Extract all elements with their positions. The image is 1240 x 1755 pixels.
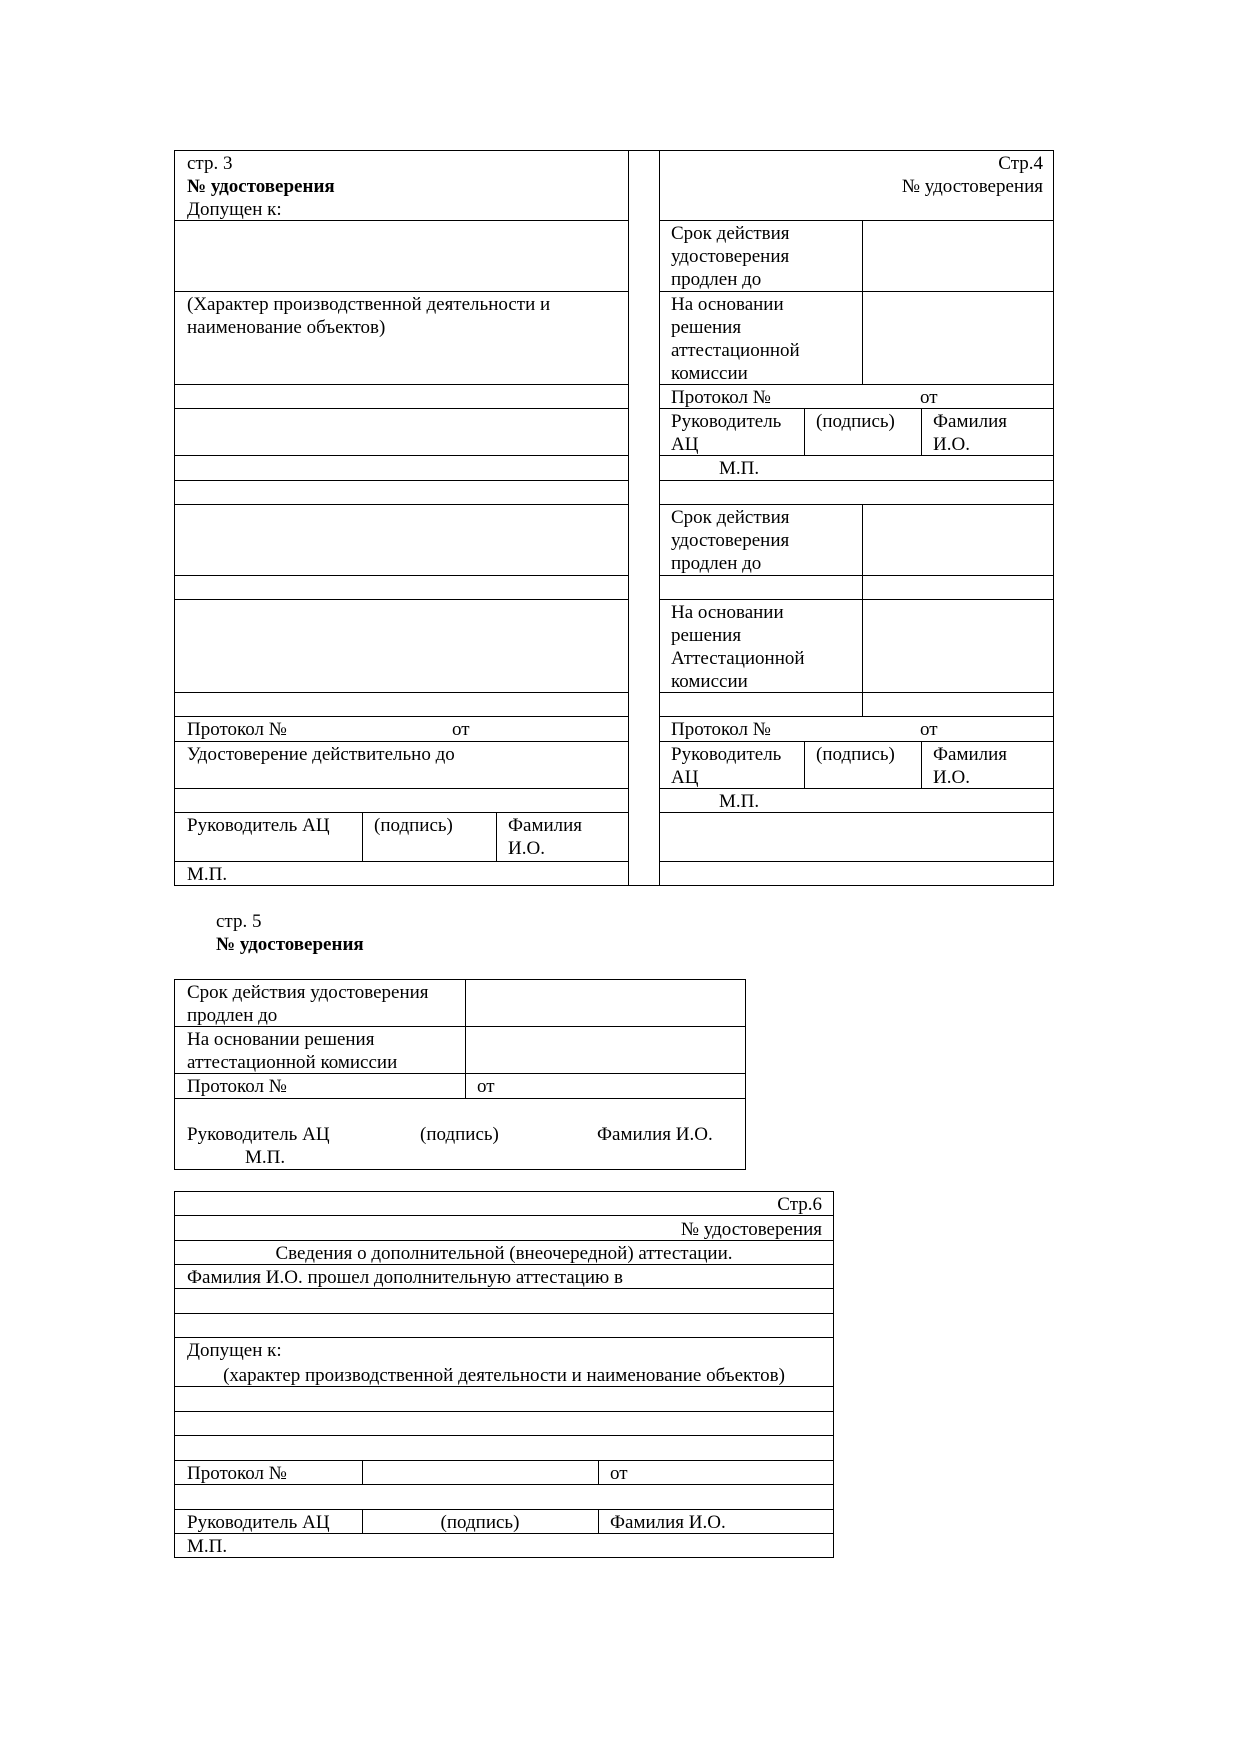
page3-page-number: стр. 3 — [187, 153, 233, 174]
page6-head-label: Руководитель АЦ — [187, 1512, 330, 1533]
page6-protocol-from-label: от — [610, 1463, 628, 1484]
page3-admitted-label: Допущен к: — [187, 199, 282, 220]
page3-head-label: Руководитель АЦ — [187, 815, 330, 836]
page5-signature-label: (подпись) — [420, 1124, 499, 1145]
page4-head-label-line1: Руководитель — [671, 411, 782, 432]
page5-head-label: Руководитель АЦ — [187, 1124, 330, 1145]
page6-name-label: Фамилия И.О. — [610, 1512, 726, 1533]
page4-surname-label: Фамилия — [933, 411, 1008, 432]
page4-protocol-from-label: от — [920, 387, 938, 408]
page6-signature-label: (подпись) — [440, 1512, 520, 1533]
page4-initials-label: И.О. — [933, 434, 970, 455]
page4-extension-label-line2: удостоверения — [671, 246, 790, 267]
page6-protocol-label: Протокол № — [187, 1463, 287, 1484]
page6-cert-number-label: № удостоверения — [680, 1219, 822, 1240]
page4-initials2-label: И.О. — [933, 767, 970, 788]
page6-additional-attestation-title: Сведения о дополнительной (внеочередной) аттестации. — [275, 1243, 733, 1264]
page5-extension-label-line2: продлен до — [187, 1005, 278, 1026]
page3-activity-label: (Характер производственной деятельности и — [187, 294, 551, 315]
page4-page-number: Стр.4 — [998, 153, 1043, 174]
page4-basis2-label-line4: комиссии — [671, 671, 748, 692]
page4-seal-label: М.П. — [719, 458, 760, 479]
page5-seal-label: М.П. — [245, 1147, 286, 1168]
page4-extension-label-line3: продлен до — [671, 269, 762, 290]
page4-head2-label-line2: АЦ — [671, 767, 699, 788]
page4-protocol2-label: Протокол № — [671, 719, 771, 740]
page6-passed-attestation-label: Фамилия И.О. прошел дополнительную аттестацию в — [187, 1267, 623, 1288]
page4-basis-label-line3: аттестационной — [671, 340, 800, 361]
page4-basis-label-line4: комиссии — [671, 363, 748, 384]
page3-cert-number-label: № удостоверения — [187, 176, 335, 197]
page6-seal-label: М.П. — [187, 1536, 228, 1557]
page4-signature-label: (подпись) — [816, 411, 895, 432]
page4-basis2-label-line3: Аттестационной — [671, 648, 805, 669]
page3-signature-label: (подпись) — [374, 815, 453, 836]
page4-extension-label-line1: Срок действия — [671, 223, 790, 244]
page3-surname-label: Фамилия — [508, 815, 583, 836]
page4-basis2-label-line2: решения — [671, 625, 742, 646]
page3-protocol-from-label: от — [452, 719, 470, 740]
page3-valid-until-label: Удостоверение действительно до — [187, 744, 455, 765]
page4-seal2-label: М.П. — [719, 791, 760, 812]
page4-protocol2-from-label: от — [920, 719, 938, 740]
page5-name-label: Фамилия И.О. — [597, 1124, 713, 1145]
page5-cert-number-label: № удостоверения — [216, 934, 364, 955]
page6-activity-label: (характер производственной деятельности и наименование объектов) — [223, 1365, 785, 1386]
page4-basis-label-line1: На основании — [671, 294, 784, 315]
page5-basis-label-line1: На основании решения — [187, 1029, 375, 1050]
page5-extension-label-line1: Срок действия удостоверения — [187, 982, 429, 1003]
page6-page-number: Стр.6 — [777, 1194, 822, 1215]
page3-seal-label: М.П. — [187, 864, 228, 885]
page4-head-label-line2: АЦ — [671, 434, 699, 455]
page3-initials-label: И.О. — [508, 838, 545, 859]
page4-cert-number-label: № удостоверения — [901, 176, 1043, 197]
page4-protocol-label: Протокол № — [671, 387, 771, 408]
page4-extension2-label-line3: продлен до — [671, 553, 762, 574]
page5-basis-label-line2: аттестационной комиссии — [187, 1052, 398, 1073]
page5-protocol-from-label: от — [477, 1076, 495, 1097]
page6-admitted-label: Допущен к: — [187, 1340, 282, 1361]
page4-basis-label-line2: решения — [671, 317, 742, 338]
page4-signature2-label: (подпись) — [816, 744, 895, 765]
page4-extension2-label-line2: удостоверения — [671, 530, 790, 551]
page5-page-number: стр. 5 — [216, 911, 262, 932]
page4-head2-label-line1: Руководитель — [671, 744, 782, 765]
page4-surname2-label: Фамилия — [933, 744, 1008, 765]
page4-extension2-label-line1: Срок действия — [671, 507, 790, 528]
page3-activity-label-2: наименование объектов) — [187, 317, 386, 338]
page3-protocol-label: Протокол № — [187, 719, 287, 740]
page5-protocol-label: Протокол № — [187, 1076, 287, 1097]
page4-basis2-label-line1: На основании — [671, 602, 784, 623]
